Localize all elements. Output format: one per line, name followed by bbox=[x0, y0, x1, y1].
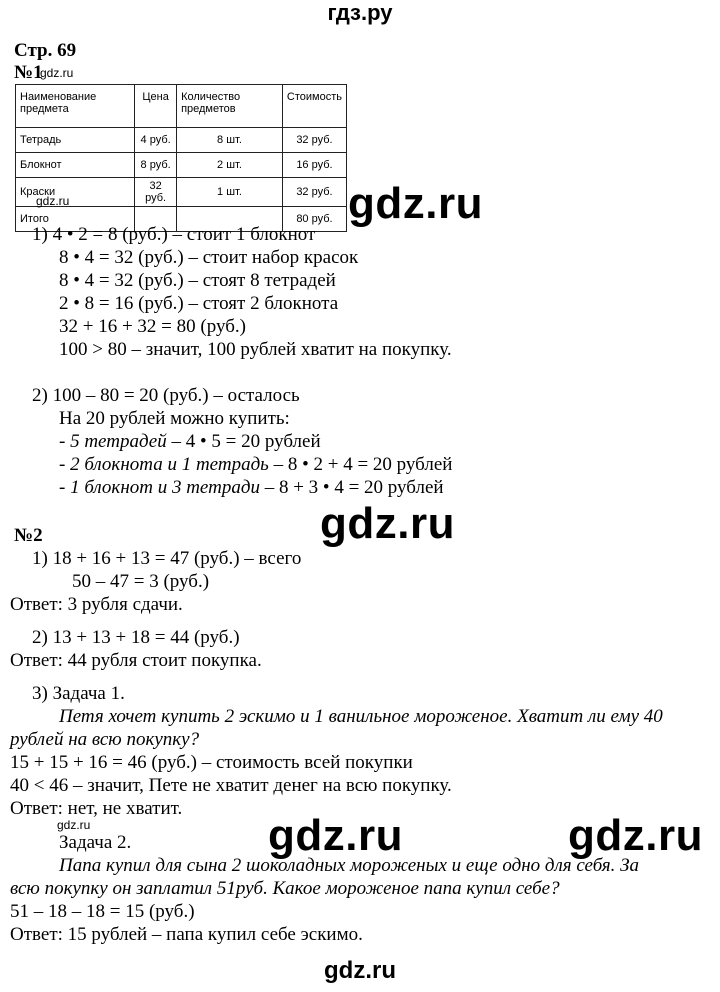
solution-line: 2 • 8 = 16 (руб.) – стоят 2 блокнота bbox=[59, 293, 339, 314]
answer-line: Ответ: 15 рублей – папа купил себе эскимо. bbox=[10, 924, 363, 945]
table-cell: Тетрадь bbox=[16, 128, 135, 153]
table-cell: 8 шт. bbox=[177, 128, 283, 153]
table-header: Наименование предмета bbox=[16, 85, 135, 128]
watermark: gdz.ru bbox=[268, 811, 403, 860]
solution-line: 100 > 80 – значит, 100 рублей хватит на покупку. bbox=[59, 339, 452, 360]
solution-line: 8 • 4 = 32 (руб.) – стоят 8 тетрадей bbox=[59, 270, 336, 291]
problem-text: Папа купил для сына 2 шоколадных мороженых и еще одно для себя. За bbox=[59, 855, 640, 876]
problem-title: Задача 2. bbox=[59, 832, 132, 853]
watermark-small: gdz.ru bbox=[57, 818, 91, 832]
option-rest: – 8 + 3 • 4 = 20 рублей bbox=[259, 477, 444, 498]
table-cell: 32 руб. bbox=[282, 128, 346, 153]
table-cell: Итого bbox=[16, 207, 135, 232]
table-cell: 16 руб. bbox=[282, 153, 346, 178]
table-cell: Блокнот bbox=[16, 153, 135, 178]
site-title: гдз.ру bbox=[327, 0, 393, 25]
option-line: - 2 блокнота и 1 тетрадь – 8 • 2 + 4 = 20 рублей bbox=[59, 454, 453, 475]
solution-line: 32 + 16 + 32 = 80 (руб.) bbox=[59, 316, 246, 337]
table-header: Количество предметов bbox=[177, 85, 283, 128]
table-cell: 32 руб. bbox=[135, 178, 177, 207]
option-rest: – 4 • 5 = 20 рублей bbox=[166, 431, 321, 452]
solution-line: 1) 18 + 16 + 13 = 47 (руб.) – всего bbox=[32, 548, 302, 569]
option-italic: 2 блокнота и 1 тетрадь bbox=[70, 454, 269, 475]
solution-line: 2) 100 – 80 = 20 (руб.) – осталось bbox=[32, 385, 300, 406]
option-italic: 1 блокнот и 3 тетради bbox=[70, 477, 260, 498]
problem-text: Петя хочет купить 2 эскимо и 1 ванильное мороженое. Хватит ли ему 40 bbox=[59, 706, 663, 727]
solution-line: 8 • 4 = 32 (руб.) – стоит набор красок bbox=[59, 247, 359, 268]
table-cell: 8 руб. bbox=[135, 153, 177, 178]
problem-text: всю покупку он заплатил 51руб. Какое мороженое папа купил себе? bbox=[10, 878, 560, 899]
problem-title: 3) Задача 1. bbox=[32, 683, 125, 704]
table-row bbox=[16, 128, 347, 153]
table-cell: 2 шт. bbox=[177, 153, 283, 178]
watermark-small: gdz.ru bbox=[36, 194, 70, 208]
watermark-footer: gdz.ru bbox=[324, 957, 396, 984]
watermark: gdz.ru bbox=[348, 179, 483, 228]
table-cell: 1 шт. bbox=[177, 178, 283, 207]
watermark: gdz.ru bbox=[320, 499, 455, 548]
answer-line: Ответ: 44 рубля стоит покупка. bbox=[10, 650, 262, 671]
solution-line: 50 – 47 = 3 (руб.) bbox=[72, 571, 210, 592]
table-row bbox=[16, 153, 347, 178]
problem-text: рублей на всю покупку? bbox=[10, 729, 200, 750]
answer-line: Ответ: 3 рубля сдачи. bbox=[10, 594, 183, 615]
watermark: gdz.ru bbox=[568, 811, 703, 860]
task1-label: №1 bbox=[14, 62, 43, 83]
solution-line: 40 < 46 – значит, Пете не хватит денег на всю покупку. bbox=[10, 775, 452, 796]
table-cell: 32 руб. bbox=[282, 178, 346, 207]
option-italic: 5 тетрадей bbox=[70, 431, 167, 452]
table-cell: Краски bbox=[16, 178, 135, 207]
solution-line: На 20 рублей можно купить: bbox=[59, 408, 290, 429]
page-number: Стр. 69 bbox=[14, 40, 77, 61]
option-rest: – 8 • 2 + 4 = 20 рублей bbox=[268, 454, 453, 475]
task2-label: №2 bbox=[14, 525, 43, 546]
table-cell: 80 руб. bbox=[282, 207, 346, 232]
table-header-row bbox=[16, 85, 347, 128]
table-header: Цена bbox=[135, 85, 177, 128]
option-line: - 5 тетрадей – 4 • 5 = 20 рублей bbox=[59, 431, 321, 452]
option-line: - 1 блокнот и 3 тетради – 8 + 3 • 4 = 20 рублей bbox=[59, 477, 444, 498]
solution-line: 1) 4 • 2 = 8 (руб.) – стоит 1 блокнот bbox=[32, 224, 316, 245]
solution-line: 2) 13 + 13 + 18 = 44 (руб.) bbox=[32, 627, 240, 648]
answer-line: Ответ: нет, не хватит. bbox=[10, 798, 183, 819]
table-header: Стоимость bbox=[282, 85, 346, 128]
solution-line: 15 + 15 + 16 = 46 (руб.) – стоимость всей покупки bbox=[10, 752, 413, 773]
table-cell: 4 руб. bbox=[135, 128, 177, 153]
watermark-small: gdz.ru bbox=[40, 66, 74, 80]
goods-table bbox=[15, 84, 347, 232]
solution-line: 51 – 18 – 18 = 15 (руб.) bbox=[10, 901, 195, 922]
